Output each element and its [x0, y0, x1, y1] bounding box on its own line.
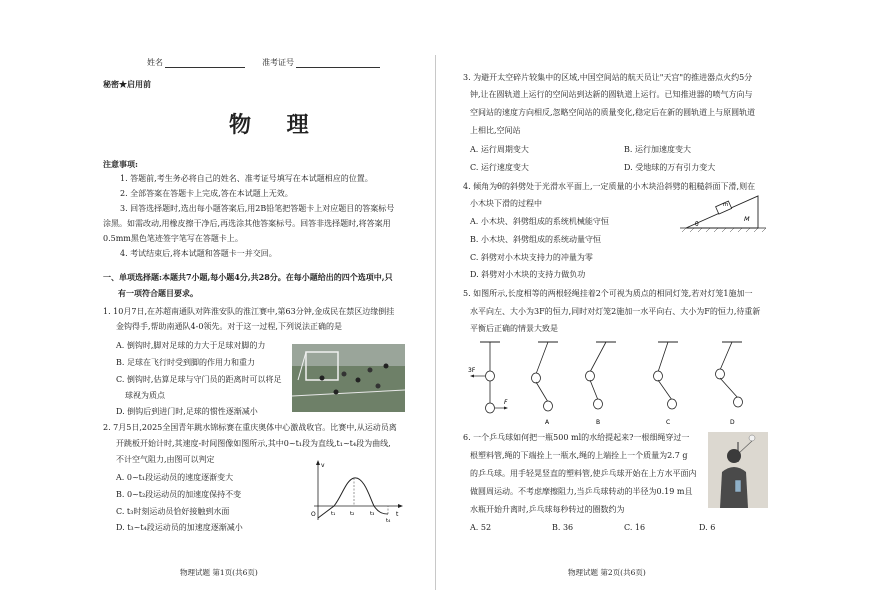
q2-option-c: C. t₃时刻运动员恰好接触到水面 — [116, 507, 230, 516]
angle-label: θ — [695, 221, 699, 228]
q6-stem-cont: 水瓶开始升离时,乒乓球每秒转过的圈数约为 — [470, 505, 625, 514]
lantern-option-b — [586, 342, 617, 426]
notice-block — [103, 159, 394, 259]
q1-stem: 1. 10月7日,在苏超南通队对阵淮安队的淮江赛中,第63分钟,金成民在禁区边缘倒挂 — [103, 307, 395, 316]
t-label: t — [396, 511, 399, 518]
q3-option-c: C. 运行速度变大 — [470, 163, 529, 172]
q3-option-b: B. 运行加速度变大 — [624, 145, 691, 154]
lantern-figures — [466, 338, 768, 428]
pingpong-photo-art — [708, 432, 768, 508]
tick-t1: t₁ — [331, 511, 336, 517]
q6-stem-cont: 根塑料管,绳的下端拴上一瓶水,绳的上端拴上一个质量为2.7 g — [470, 451, 688, 460]
option-a-label: A — [545, 419, 550, 426]
ground-hatch — [682, 228, 766, 232]
v-axis-arrow — [316, 460, 320, 465]
q4-stem: 4. 倾角为θ的斜劈处于光滑水平面上,一定质量的小木块沿斜劈的粗糙斜面下滑,则在 — [463, 182, 756, 191]
q2-stem-cont: 不计空气阻力,由图可以判定 — [116, 455, 215, 464]
q5-stem-cont: 水平向左、大小为3F的恒力,同时对灯笼2施加一水平向右、大小为F的恒力,待重新 — [470, 307, 761, 316]
q6-stem: 6. 一个乒乓球如何把一瓶500 ml的水给提起来?一根细绳穿过一 — [463, 433, 690, 442]
wedge-figure — [678, 190, 768, 234]
q3-stem: 3. 为避开太空碎片较集中的区域,中国空间站的航天员让"天宫"的推进器点火约5分 — [463, 73, 753, 82]
q1-option-c-cont: 球视为质点 — [125, 391, 165, 400]
q1-option-b: B. 足球在飞行时受到脚的作用力和重力 — [116, 358, 255, 367]
tick-t2: t₂ — [350, 511, 355, 517]
q4-option-a: A. 小木块、斜劈组成的系统机械能守恒 — [470, 217, 609, 226]
id-label: 准考证号 — [262, 58, 294, 67]
option-d-label: D — [730, 419, 735, 426]
notice-line: 1. 答题前,考生务必将自己的姓名、准考证号填写在本试题相应的位置。 — [120, 174, 373, 183]
q1-option-d: D. 倒钩后到进门时,足球的惯性逐渐减小 — [116, 407, 258, 416]
soccer-photo — [292, 344, 405, 412]
pingpong-photo — [708, 432, 768, 508]
lantern-option-d — [716, 342, 743, 426]
q5-stem: 5. 如图所示,长度相等的两根轻绳挂着2个可视为质点的相同灯笼,若对灯笼1施加一 — [463, 289, 753, 298]
q6-stem-cont: 的乒乓球。用手轻晃竖直的塑料管,使乒乓球开始在上方水平面内 — [470, 469, 697, 478]
notice-line: 4. 考试结束后,将本试题和答题卡一并交回。 — [120, 249, 277, 258]
q1-option-a: A. 倒钩时,脚对足球的力大于足球对脚的力 — [116, 341, 266, 350]
q3-stem-cont: 钟,让在圆轨道上运行的空间站到达新的圆轨道上运行。已知推进器的喷气方向与 — [470, 90, 753, 99]
footer-left: 物理试题 第1页(共6页) — [180, 568, 258, 577]
tick-t3: t₃ — [370, 511, 375, 517]
q1-stem-cont: 金钩得手,帮助南通队4-0领先。对于这一过程,下列说法正确的是 — [116, 322, 342, 331]
force-3f-label: 3F — [468, 367, 476, 374]
q1-option-c: C. 倒钩时,估算足球与守门员的距离时可以将足 — [116, 375, 282, 384]
lantern-option-a — [532, 342, 559, 426]
q2-stem: 2. 7月5日,2025全国青年跳水锦标赛在重庆奥体中心激战收官。比赛中,从运动员离 — [103, 423, 397, 432]
notice-line: 0.5mm黑色笔迹签字笔写在答题卡上。 — [103, 234, 243, 243]
q6-option-a: A. 52 — [470, 523, 492, 532]
lantern-option-c — [654, 342, 679, 426]
soccer-photo-art — [292, 344, 405, 412]
block-label: m — [723, 202, 729, 208]
page-title: 物 理 — [229, 112, 323, 138]
q5-stem-cont: 平衡后正确的情景大致是 — [470, 324, 558, 333]
wedge-label: M — [744, 215, 750, 223]
notice-line: 2. 全部答案在答题卡上完成,答在本试题上无效。 — [120, 189, 293, 198]
tick-t4: t₄ — [386, 518, 391, 524]
q6-option-c: C. 16 — [624, 523, 646, 532]
name-field — [147, 57, 245, 68]
q2-option-b: B. 0~t₂段运动员的加速度保持不变 — [116, 490, 242, 499]
q6-option-d: D. 6 — [699, 523, 716, 532]
v-label: v — [321, 462, 325, 469]
q3-stem-cont: 上相比,空间站 — [470, 126, 521, 135]
name-label: 姓名 — [147, 58, 163, 67]
q6-option-b: B. 36 — [552, 523, 574, 532]
q2-stem-cont: 开跳板开始计时,其速度-时间图像如图所示,其中0~t₁段为直线,t₁~t₄段为曲线, — [116, 439, 391, 448]
notice-line: 涂黑。如需改动,用橡皮擦干净后,再选涂其他答案标号。回答非选择题时,将答案用 — [103, 219, 391, 228]
option-b-label: B — [596, 419, 601, 426]
force-f-label: F — [504, 399, 508, 406]
origin-label: O — [311, 511, 316, 518]
page-divider — [435, 55, 436, 590]
q3-stem-cont: 空间站的速度方向相反,忽略空间站的质量变化,稳定后在新的圆轨道上与原圆轨道 — [470, 108, 756, 117]
vt-graph — [308, 458, 406, 524]
lantern-setup — [468, 342, 508, 413]
notice-line: 3. 回答选择题时,选出每小题答案后,用2B铅笔把答题卡上对应题目的答案标号 — [120, 204, 395, 213]
id-underline — [296, 59, 380, 68]
section-heading-cont: 有一项符合题目要求。 — [118, 288, 198, 298]
q4-stem-cont: 小木块下滑的过程中 — [470, 199, 542, 208]
q3-option-a: A. 运行周期变大 — [470, 145, 529, 154]
option-c-label: C — [666, 419, 671, 426]
q4-option-b: B. 小木块、斜劈组成的系统动量守恒 — [470, 235, 601, 244]
id-field — [262, 57, 380, 68]
q2-option-d: D. t₃~t₄段运动员的加速度逐渐减小 — [116, 523, 243, 532]
name-underline — [165, 59, 245, 68]
footer-right: 物理试题 第2页(共6页) — [568, 568, 646, 577]
q6-stem-cont: 做圆周运动。不考虑摩擦阻力,当乒乓球转动的半径为0.19 m且 — [470, 487, 693, 496]
t-axis-arrow — [398, 504, 403, 508]
q4-option-c: C. 斜劈对小木块支持力的冲量为零 — [470, 253, 593, 262]
secret-label: 秘密★启用前 — [103, 79, 151, 89]
q4-option-d: D. 斜劈对小木块的支持力做负功 — [470, 270, 586, 279]
q3-option-d: D. 受地球的万有引力变大 — [624, 163, 716, 172]
q2-option-a: A. 0~t₁段运动员的速度逐渐变大 — [116, 473, 234, 482]
section-heading: 一、单项选择题:本题共7小题,每小题4分,共28分。在每小题给出的四个选项中,只 — [103, 272, 393, 282]
notice-heading: 注意事项: — [103, 159, 138, 169]
